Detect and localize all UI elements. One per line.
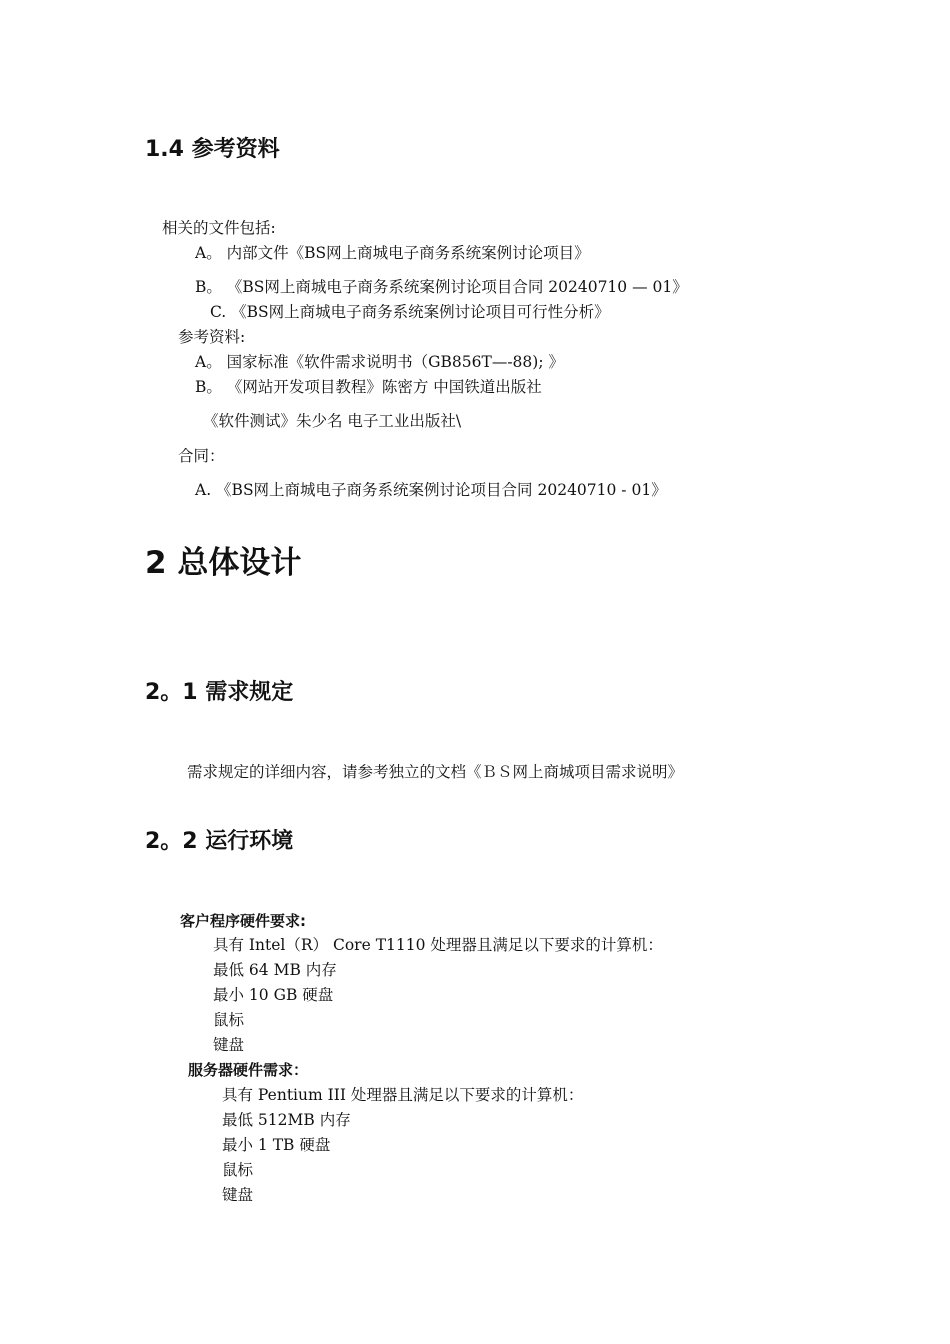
client-hardware-item: 鼠标 (213, 1011, 245, 1029)
related-doc-item: A。 内部文件《BS网上商城电子商务系统案例讨论项目》 (195, 244, 590, 262)
client-hardware-item: 键盘 (213, 1036, 245, 1054)
reference-item: B。 《网站开发项目教程》陈密方 中国铁道出版社 (195, 378, 542, 396)
server-hardware-item: 具有 Pentium III 处理器且满足以下要求的计算机： (222, 1086, 584, 1104)
requirements-body: 需求规定的详细内容，请参考独立的文档《ＢＳ网上商城项目需求说明》 (187, 763, 684, 781)
reference-label: 参考资料: (178, 328, 246, 346)
contract-item: A. 《BS网上商城电子商务系统案例讨论项目合同 20240710 - 01》 (195, 481, 667, 499)
contract-label: 合同： (178, 447, 225, 465)
server-hardware-item: 最低 512MB 内存 (222, 1111, 351, 1129)
client-hardware-item: 最小 10 GB 硬盘 (213, 986, 334, 1004)
reference-item: A。 国家标准《软件需求说明书（GB856T—-88); 》 (195, 353, 564, 371)
related-docs-intro: 相关的文件包括: (162, 219, 276, 237)
section-heading-1-4: 1.4 参考资料 (145, 137, 280, 162)
server-hardware-label: 服务器硬件需求： (188, 1061, 309, 1079)
related-doc-item: C. 《BS网上商城电子商务系统案例讨论项目可行性分析》 (210, 303, 610, 321)
reference-item: 《软件测试》朱少名 电子工业出版社\ (203, 412, 462, 430)
client-hardware-label: 客户程序硬件要求: (180, 912, 306, 930)
related-doc-item: B。 《BS网上商城电子商务系统案例讨论项目合同 20240710 — 01》 (195, 278, 688, 296)
server-hardware-item: 鼠标 (222, 1161, 254, 1179)
section-heading-2-2: 2。2 运行环境 (145, 829, 294, 854)
server-hardware-item: 最小 1 TB 硬盘 (222, 1136, 331, 1154)
section-heading-2-1: 2。1 需求规定 (145, 680, 294, 705)
client-hardware-item: 最低 64 MB 内存 (213, 961, 337, 979)
chapter-heading-2: 2 总体设计 (145, 545, 302, 581)
client-hardware-item: 具有 Intel（R） Core T1110 处理器且满足以下要求的计算机： (213, 936, 663, 954)
server-hardware-item: 键盘 (222, 1186, 254, 1204)
